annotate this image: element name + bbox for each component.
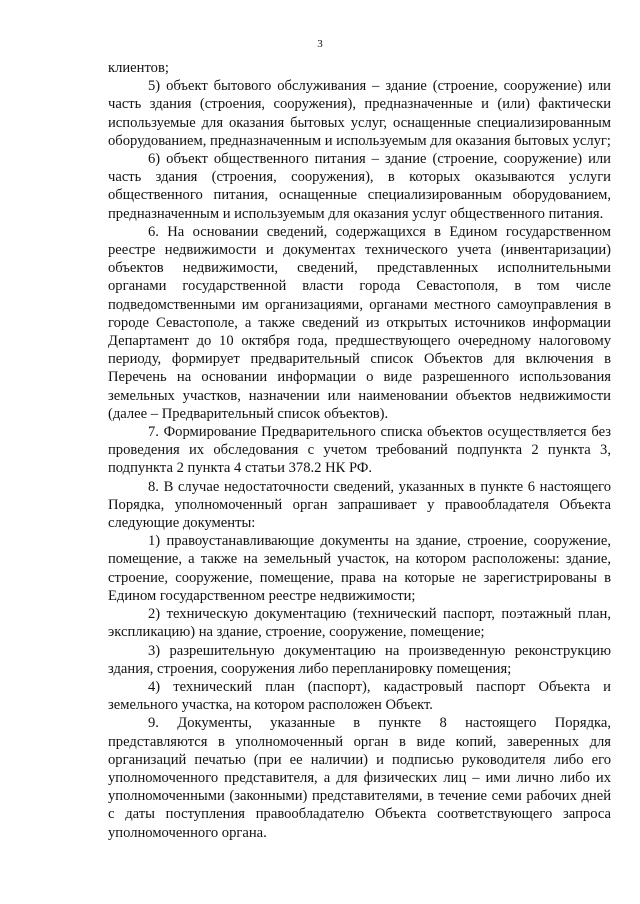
paragraph: 4) технический план (паспорт), кадастровый паспорт Объекта и земельного участка, на котором расположен Объект. xyxy=(108,678,611,714)
page-number: 3 xyxy=(317,38,323,50)
paragraph: 6. На основании сведений, содержащихся в Едином государственном реестре недвижимости и документах технического учета (инвентаризации) объектов недвижимости, сведений, представленных исполнительными органами государственной власти города Севастополя, в том числе подведомственными им организациями, органами местного самоуправления в городе Севастополе, а также сведений из открытых источников информации Департамент до 10 октября года, предшествующего очередному налоговому периоду, формирует предварительный список Объектов для включения в Перечень на основании информации о виде разрешенного использования земельных участков, назначении или наименовании объектов недвижимости (далее – Предварительный список объектов). xyxy=(108,223,611,422)
paragraph: 3) разрешительную документацию на произведенную реконструкцию здания, строения, сооружения либо перепланировку помещения; xyxy=(108,642,611,677)
paragraph: 5) объект бытового обслуживания – здание (строение, сооружение) или часть здания (строения, сооружения), предназначенные и (или) фактически используемые для оказания бытовых услуг, оснащенные специализированным оборудованием, предназначенным и используемым для оказания бытовых услуг; xyxy=(108,78,611,149)
paragraph: 2) техническую документацию (технический паспорт, поэтажный план, экспликацию) на здание, строение, сооружение, помещение; xyxy=(108,606,611,641)
paragraph: 8. В случае недостаточности сведений, указанных в пункте 6 настоящего Порядка, уполномоченный орган запрашивает у правообладателя Объекта следующие документы: xyxy=(108,478,611,532)
paragraph: 6) объект общественного питания – здание (строение, сооружение) или часть здания (строения, сооружения), в которых оказываются услуги общественного питания, оснащенные специализированным оборудованием, предназначенным и используемым для оказания услуг общественного питания. xyxy=(108,151,611,222)
paragraph: 7. Формирование Предварительного списка объектов осуществляется без проведения их обследования с учетом требований подпункта 2 пункта 3, подпункта 2 пункта 4 статьи 378.2 НК РФ. xyxy=(108,424,611,477)
document-body xyxy=(108,59,611,842)
paragraph: клиентов; xyxy=(108,60,169,76)
paragraph: 1) правоустанавливающие документы на здание, строение, сооружение, помещение, а также на земельный участок, на котором расположены: здание, строение, сооружение, помещение, права на которые не зарегистрированы в Едином государственном реестре недвижимости; xyxy=(108,533,611,604)
paragraph: 9. Документы, указанные в пункте 8 настоящего Порядка, представляются в уполномоченный орган в виде копий, заверенных для организаций печатью (при ее наличии) и подписью руководителя либо его уполномоченного представителя, а для физических лиц – ими лично либо их уполномоченными (законными) представителями, в течение семи рабочих дней с даты поступления правообладателю Объекта соответствующего запроса уполномоченного органа. xyxy=(108,715,611,841)
